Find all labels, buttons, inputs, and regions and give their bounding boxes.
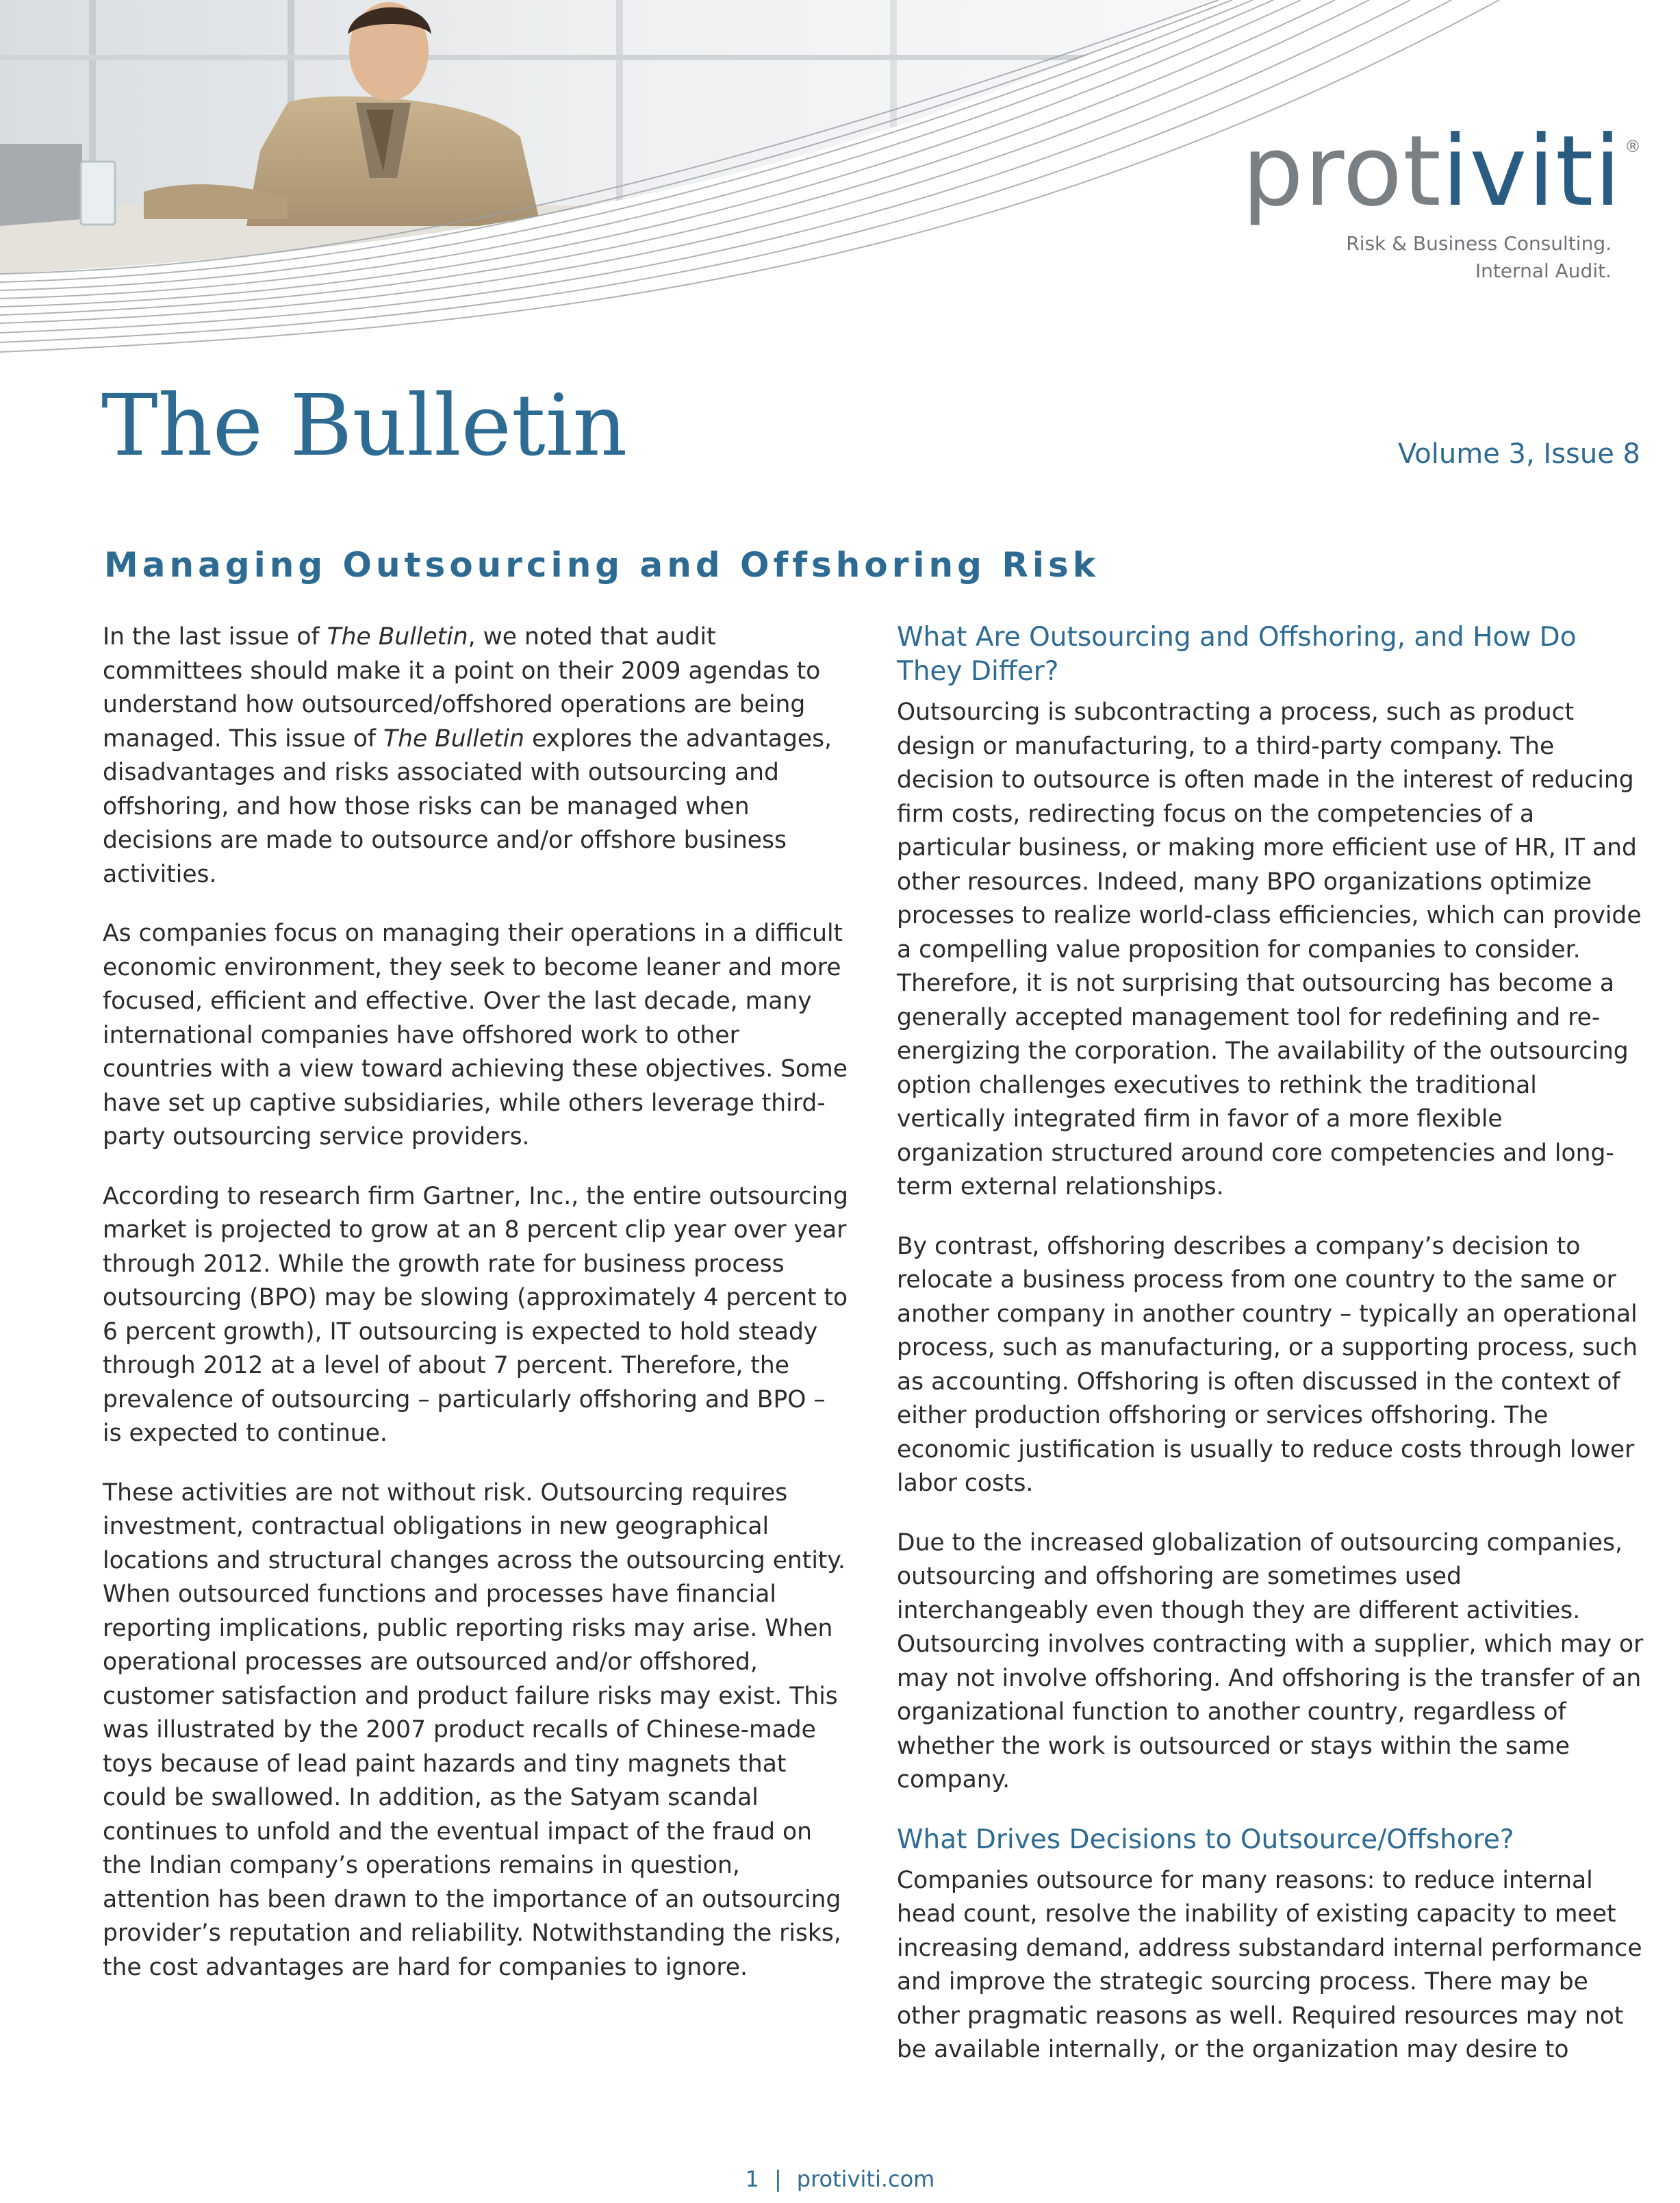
right-paragraph-3: Due to the increased globalization of outsourcing companies, outsourcing and offshoring are sometimes used interchangeably even though they are different activities. Outsourcing involves contracting with a supplier, which may or may not involve offshoring. And offshoring is the transfer of an organizational function to another country, regardless of whether the work is outsourced or stays within the same company.: [897, 1528, 1644, 1793]
protiviti-logo: [1241, 115, 1642, 285]
page-footer: [0, 2166, 1680, 2192]
page-number: 1: [745, 2166, 759, 2192]
logo-accent: iviti: [1441, 115, 1622, 228]
volume-issue: Volume 3, Issue 8: [1398, 438, 1640, 470]
tagline-line-2: Internal Audit.: [1475, 260, 1612, 282]
right-column: [897, 620, 1646, 2093]
right-paragraph-1: Outsourcing is subcontracting a process, such as product design or manufacturing, to a third-party company. The decision to outsource is often made in the interest of reducing firm costs, redirecting focus on the competencies of a particular business, or making more efficient use of HR, IT and other resources. Indeed, many BPO organizations optimize processes to realize world-class efficiencies, which can provide a compelling value proposition for companies to consider. Therefore, it is not surprising that outsourcing has become a generally accepted management tool for redefining and re-energizing the corporation. The availability of the outsourcing option challenges executives to rethink the traditional vertically integrated firm in favor of a more flexible organization structured around core competencies and long-term external relationships.: [897, 698, 1642, 1200]
section-heading-2: What Drives Decisions to Outsource/Offshore?: [897, 1824, 1514, 1855]
logo-prefix: prot: [1241, 115, 1442, 228]
right-paragraph-4: Companies outsource for many reasons: to reduce internal head count, resolve the inability of existing capacity to meet increasing demand, address substandard internal performance and improve the strategic sourcing process. There may be other pragmatic reasons as well. Required resources may not be available internally, or the organization may desire to: [897, 1866, 1642, 2063]
italic-title: The Bulletin: [383, 725, 525, 753]
tagline-line-1: Risk & Business Consulting.: [1346, 232, 1612, 255]
text-run: In the last issue of: [103, 623, 327, 651]
left-column: [103, 620, 849, 2010]
section-heading-1: What Are Outsourcing and Offshoring, and How Do They Differ?: [897, 622, 1577, 687]
left-paragraph-4: These activities are not without risk. Outsourcing requires investment, contractual obligations in new geographical locations and structural changes across the outsourcing entity. When outsourced functions and processes have financial reporting implications, public reporting risks may arise. When operational processes are outsourced and/or offshored, customer satisfaction and product failure risks may exist. This was illustrated by the 2007 product recalls of Chinese-made toys because of lead paint hazards and tiny magnets that could be swallowed. In addition, as the Satyam scandal continues to unfold and the eventual impact of the fraud on the Indian company’s operations remains in question, attention has been drawn to the importance of an outsourcing provider’s reputation and reliability. Notwithstanding the risks, the cost advantages are hard for companies to ignore.: [103, 1478, 845, 1981]
publication-title: The Bulletin: [101, 377, 628, 475]
left-paragraph-1: [103, 620, 849, 892]
right-paragraph-2: By contrast, offshoring describes a company’s decision to relocate a business process from one country to the same or another company in another country – typically an operational process, such as manufacturing, or a supporting process, such as accounting. Offshoring is often discussed in the context of either production offshoring or services offshoring. The economic justification is usually to reduce costs through lower labor costs.: [897, 1232, 1638, 1497]
left-paragraph-2: As companies focus on managing their operations in a difficult economic environment, they seek to become leaner and more focused, efficient and effective. Over the last decade, many international companies have offshored work to other countries with a view toward achieving these objectives. Some have set up captive subsidiaries, while others leverage third-party outsourcing service providers.: [103, 920, 848, 1150]
text-run: , we noted that audit committees should make it a point on their 2009 agendas to understand how outsourced/offshored operations are being managed. This issue of: [103, 623, 821, 753]
article-title: Managing Outsourcing and Offshoring Risk: [104, 545, 1099, 585]
logo-registered-mark: ®: [1625, 137, 1642, 156]
footer-separator: |: [774, 2166, 782, 2192]
text-run: explores the advantages, disadvantages and risks associated with outsourcing and offshoring, and how those risks can be managed when decisions are made to outsource and/or offshore business activities.: [103, 725, 832, 888]
website-link[interactable]: protiviti.com: [796, 2166, 935, 2192]
left-paragraph-3: According to research firm Gartner, Inc., the entire outsourcing market is projected to grow at an 8 percent clip year over year through 2012. While the growth rate for business process outsourcing (BPO) may be slowing (approximately 4 percent to 6 percent growth), IT outsourcing is expected to hold steady through 2012 at a level of about 7 percent. Therefore, the prevalence of outsourcing – particularly offshoring and BPO – is expected to continue.: [103, 1182, 848, 1447]
italic-title: The Bulletin: [327, 623, 468, 651]
logo-tagline: [1242, 230, 1612, 285]
